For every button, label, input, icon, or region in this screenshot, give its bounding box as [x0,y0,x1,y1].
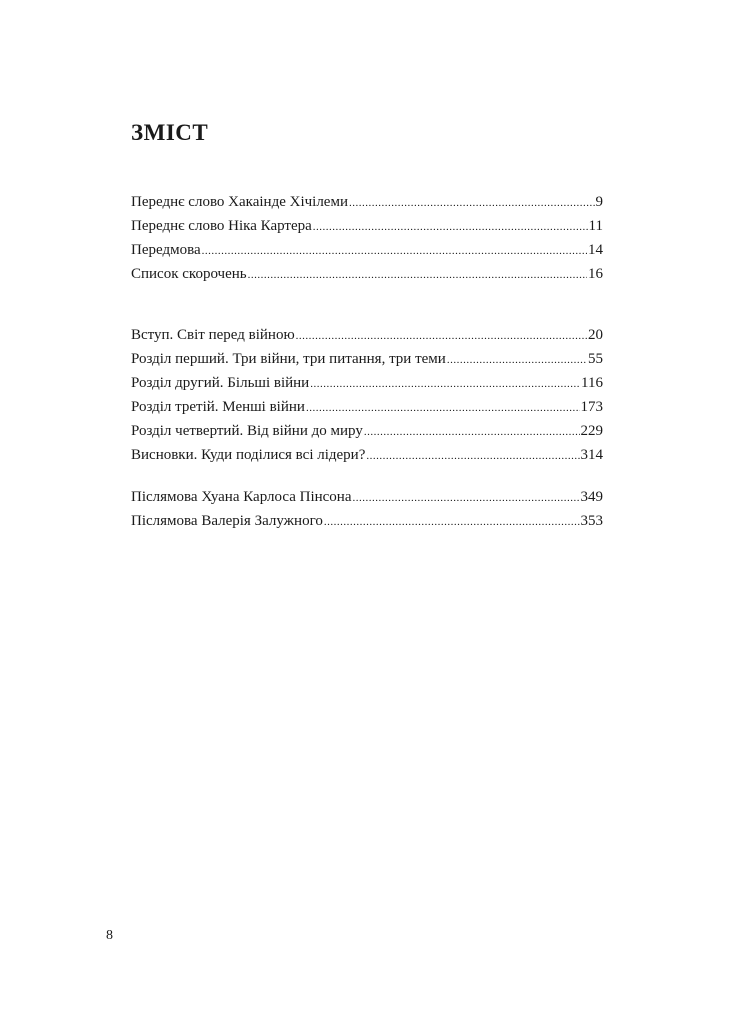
toc-entry-title: Список скорочень [131,266,247,282]
toc-entry[interactable] [131,238,603,262]
toc-leader-dots [310,371,580,396]
toc-leader-dots [313,214,588,239]
toc-entry-title: Переднє слово Хакаінде Хічілеми [131,194,348,210]
toc-entry-title: Вступ. Світ перед війною [131,327,295,343]
toc-leader-dots [349,190,595,215]
toc-entry-page: 314 [580,447,603,463]
toc-entry-page: 229 [580,423,603,439]
toc-entry-title: Переднє слово Ніка Картера [131,218,312,234]
toc-entry-page: 349 [580,489,603,505]
toc-entry-title: Розділ четвертий. Від війни до миру [131,423,363,439]
toc-leader-dots [447,347,587,372]
toc-entry-title: Розділ перший. Три війни, три питання, три теми [131,351,446,367]
toc-leader-dots [296,323,587,348]
toc-entry[interactable] [131,323,603,347]
toc-entry-page: 11 [588,218,603,234]
toc-entry-page: 173 [580,399,603,415]
toc-entry-title: Висновки. Куди поділися всі лідери? [131,447,366,463]
toc-entry[interactable] [131,443,603,467]
toc-leader-dots [364,419,580,444]
toc-entry-page: 16 [588,266,603,282]
toc-leader-dots [248,262,587,287]
toc-entry-page: 353 [580,513,603,529]
toc-entry[interactable] [131,262,603,286]
toc-group-front-matter [131,190,603,286]
toc-entry-title: Післямова Хуана Карлоса Пінсона [131,489,352,505]
toc-entry-title: Розділ другий. Більші війни [131,375,310,391]
toc-entry-title: Передмова [131,242,201,258]
toc-leader-dots [366,443,579,468]
toc-leader-dots [352,485,579,510]
toc-group-chapters [131,323,603,467]
toc-entry-title: Розділ третій. Менші війни [131,399,305,415]
toc-leader-dots [202,238,587,263]
toc-entry[interactable] [131,214,603,238]
toc-entry[interactable] [131,485,603,509]
page-number: 8 [106,928,113,943]
toc-entry-page: 20 [588,327,603,343]
toc-leader-dots [306,395,580,420]
page-title: ЗМІСТ [131,120,209,145]
toc-entry-page: 116 [581,375,603,391]
toc-leader-dots [324,509,580,534]
toc-entry-title: Післямова Валерія Залужного [131,513,323,529]
toc-entry-page: 9 [595,194,603,210]
toc-entry-page: 55 [588,351,603,367]
toc-entry[interactable] [131,371,603,395]
toc-entry[interactable] [131,509,603,533]
toc-entry[interactable] [131,347,603,371]
toc-entry[interactable] [131,419,603,443]
toc-entry-page: 14 [588,242,603,258]
toc-entry[interactable] [131,190,603,214]
toc-group-afterwords [131,485,603,533]
toc-entry[interactable] [131,395,603,419]
